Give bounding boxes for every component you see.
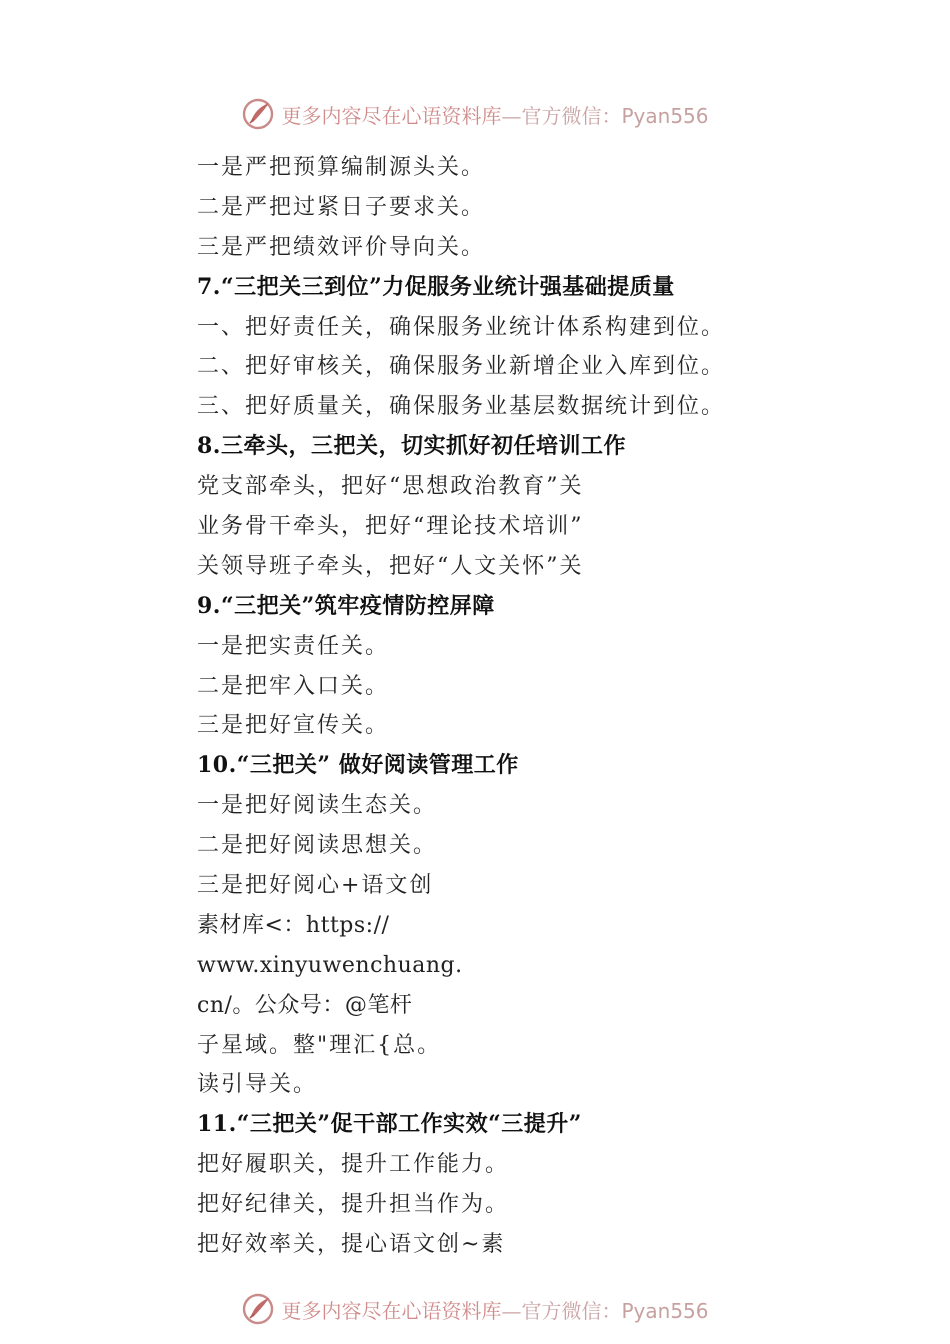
text-line: 三是把好阅心+语文创 bbox=[197, 873, 434, 899]
watermark-text bbox=[281, 100, 708, 129]
text-line: 关领导班子牵头，把好“人文关怀”关 bbox=[197, 553, 584, 579]
watermark-separator: — bbox=[501, 1298, 522, 1323]
section-heading: 10.“三把关” 做好阅读管理工作 bbox=[197, 752, 519, 779]
text-line: 一是把实责任关。 bbox=[197, 633, 390, 659]
text-line: 一、把好责任关，确保服务业统计体系构建到位。 bbox=[197, 314, 726, 340]
text-line: 二是把牢入口关。 bbox=[197, 673, 390, 699]
text-line: 一是把好阅读生态关。 bbox=[197, 793, 438, 819]
text-line: 素材库<：https:// bbox=[197, 912, 390, 938]
text-line: 把好纪律关，提升担当作为。 bbox=[197, 1192, 510, 1218]
text-line: cn/。公众号：@笔杆 bbox=[197, 992, 413, 1018]
quill-logo-icon bbox=[241, 97, 275, 131]
quill-logo-icon bbox=[241, 1292, 275, 1326]
text-line: 二是把好阅读思想关。 bbox=[197, 833, 438, 859]
watermark-header bbox=[0, 94, 950, 134]
text-line: 二、把好审核关，确保服务业新增企业入库到位。 bbox=[197, 354, 726, 380]
watermark-label: 官方微信： bbox=[521, 1298, 622, 1323]
watermark-wechat-id: Pyan556 bbox=[621, 103, 709, 128]
section-heading: 11.“三把关”促干部工作实效“三提升” bbox=[197, 1111, 582, 1138]
text-line: 党支部牵头，把好“思想政治教育”关 bbox=[197, 474, 584, 500]
watermark-text bbox=[281, 1295, 708, 1324]
watermark-label: 官方微信： bbox=[521, 103, 622, 128]
watermark-brand: 更多内容尽在心语资料库 bbox=[281, 1298, 502, 1323]
section-heading: 7.“三把关三到位”力促服务业统计强基础提质量 bbox=[197, 273, 675, 300]
text-line: www.xinyuwenchuang. bbox=[197, 952, 463, 978]
text-line: 三、把好质量关，确保服务业基层数据统计到位。 bbox=[197, 394, 726, 420]
text-line: 业务骨干牵头，把好“理论技术培训” bbox=[197, 514, 584, 540]
text-line: 子星域。整"理汇{总。 bbox=[197, 1032, 442, 1058]
text-line: 一是严把预算编制源头关。 bbox=[197, 155, 486, 180]
watermark-brand: 更多内容尽在心语资料库 bbox=[281, 103, 502, 128]
watermark-separator: — bbox=[501, 103, 522, 128]
text-line: 把好效率关，提心语文创~素 bbox=[197, 1232, 506, 1258]
watermark-footer bbox=[0, 1289, 950, 1329]
text-line: 三是严把绩效评价导向关。 bbox=[197, 234, 486, 260]
text-line: 三是把好宣传关。 bbox=[197, 713, 390, 739]
text-line: 二是严把过紧日子要求关。 bbox=[197, 194, 486, 220]
section-heading: 9.“三把关”筑牢疫情防控屏障 bbox=[197, 592, 495, 619]
document-body bbox=[197, 148, 817, 1265]
text-line: 把好履职关，提升工作能力。 bbox=[197, 1152, 510, 1178]
watermark-wechat-id: Pyan556 bbox=[621, 1298, 709, 1323]
text-line: 读引导关。 bbox=[197, 1072, 318, 1098]
section-heading: 8.三牵头，三把关，切实抓好初任培训工作 bbox=[197, 433, 626, 460]
